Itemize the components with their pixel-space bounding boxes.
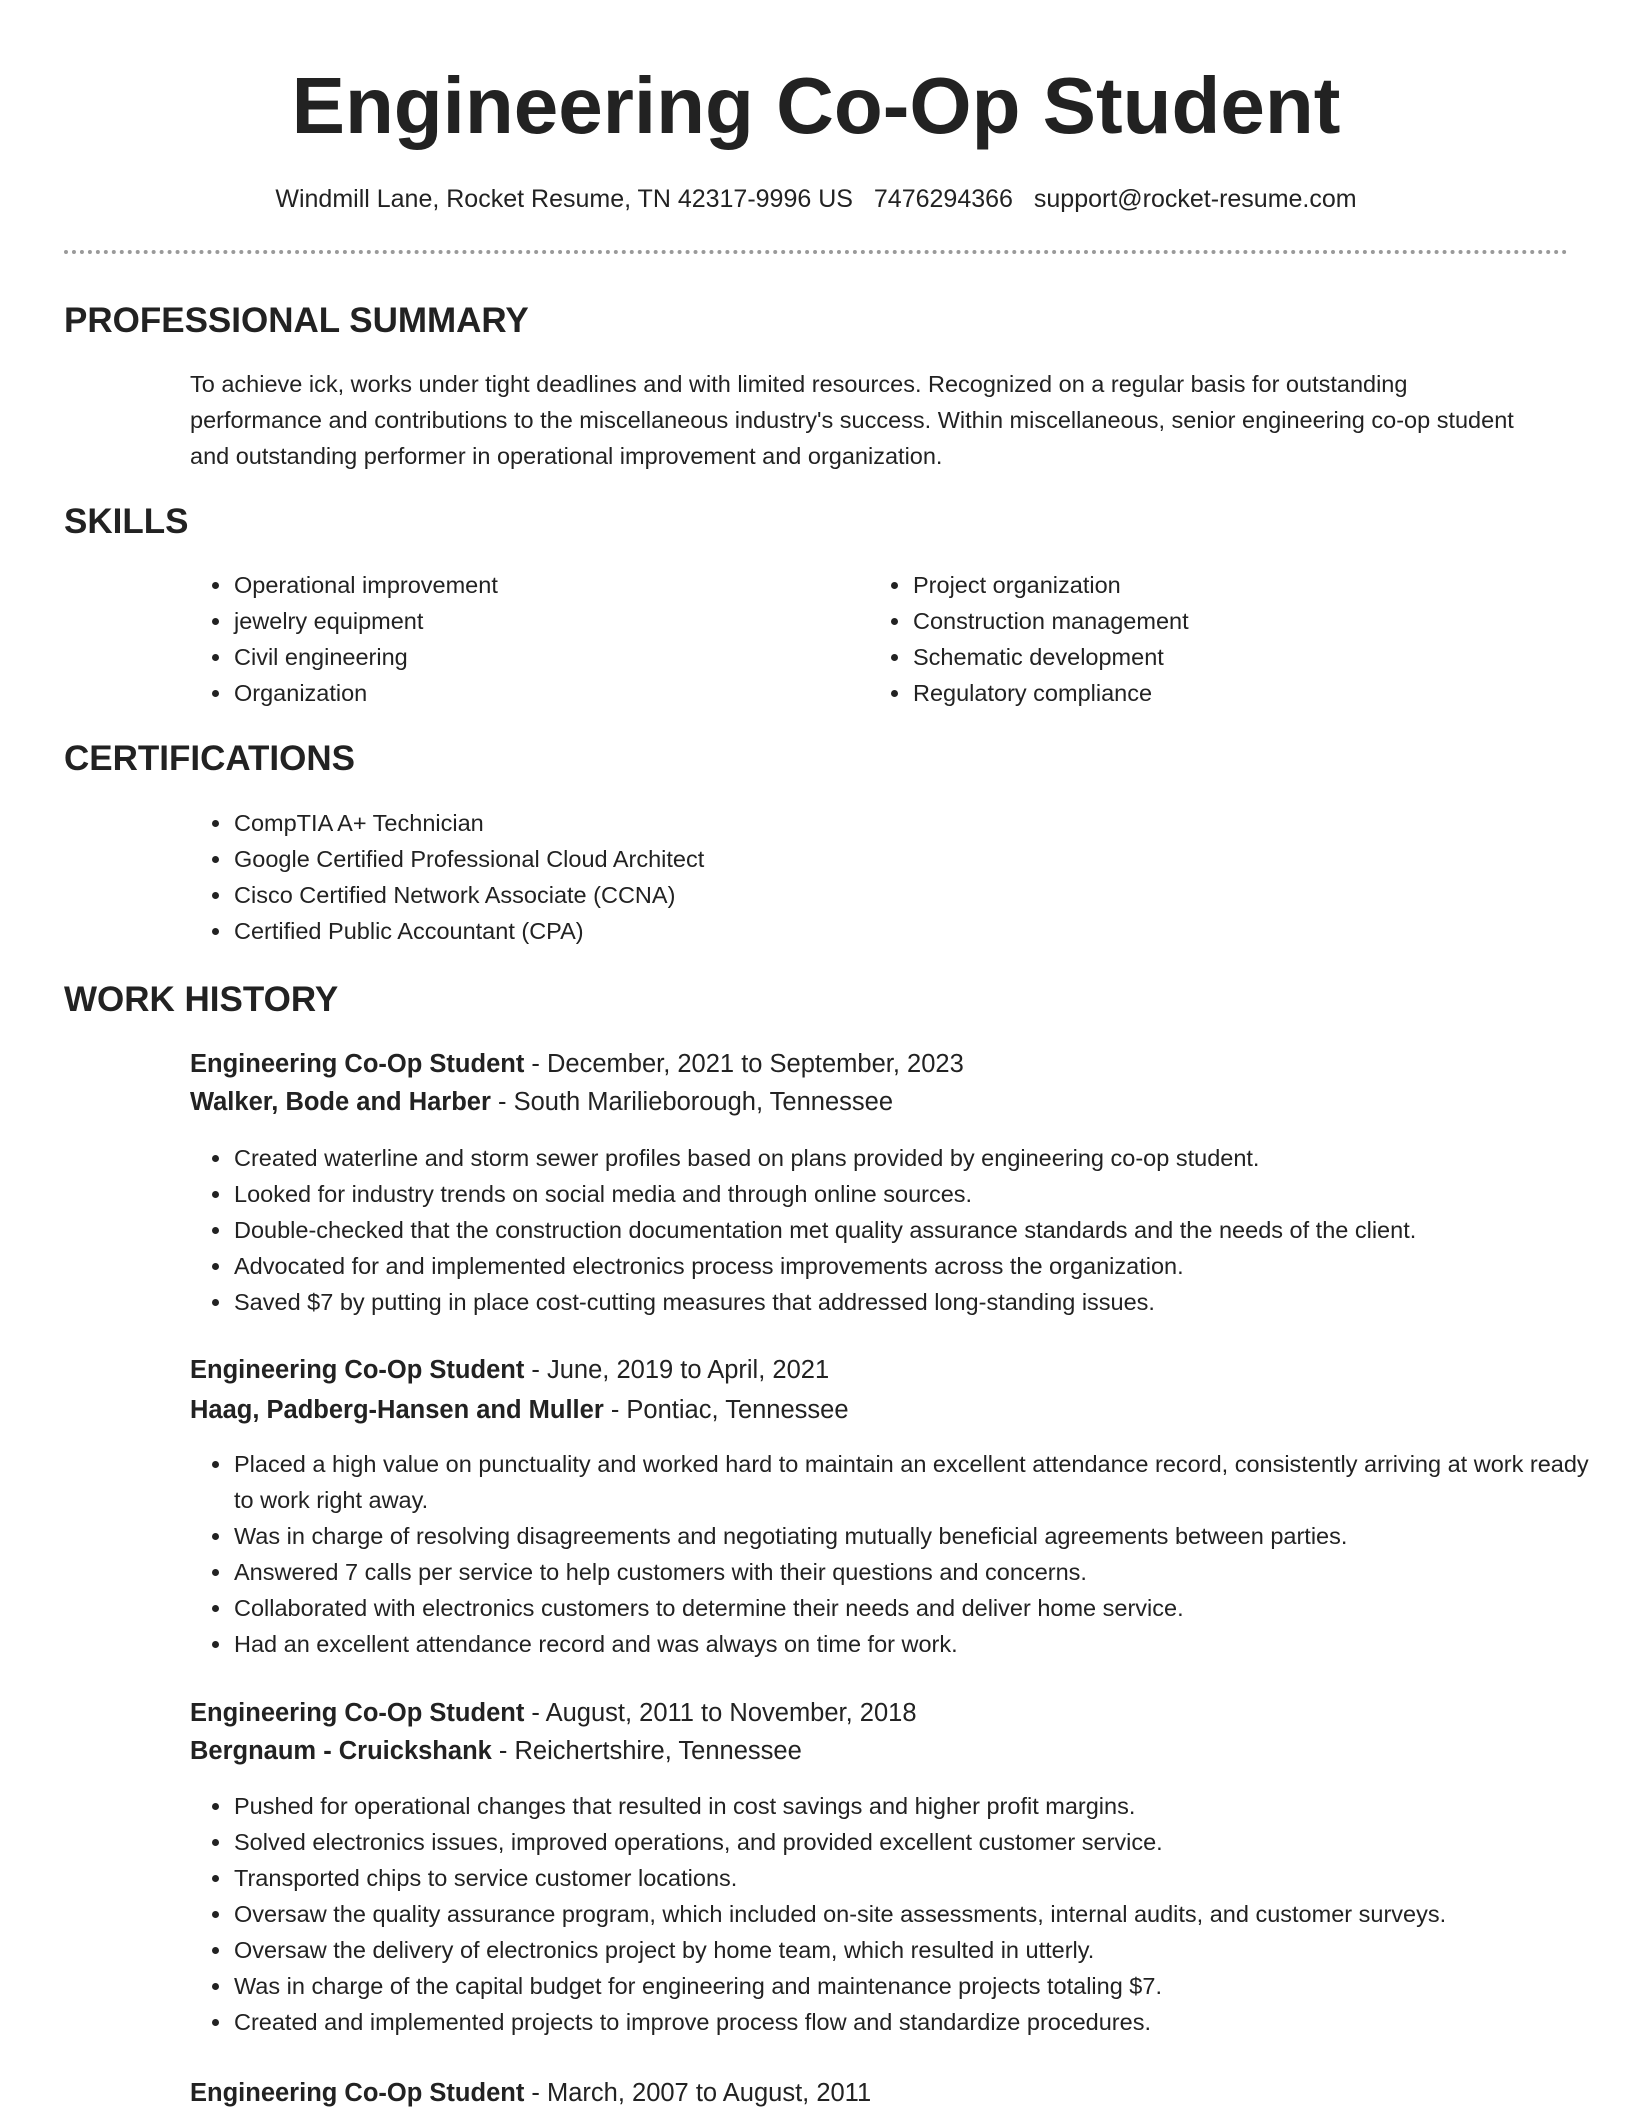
job-role: Engineering Co-Op Student <box>190 2079 525 2107</box>
list-item: • Google Certified Professional Cloud Architect <box>233 841 1533 877</box>
job-company-line <box>190 1083 893 1121</box>
skills-heading: SKILLS <box>64 502 189 541</box>
job-company: Walker, Bode and Harber <box>190 1088 491 1116</box>
certifications-heading: CERTIFICATIONS <box>64 739 356 778</box>
job-title-line <box>190 1045 964 1083</box>
list-item: • Solved electronics issues, improved operations, and provided excellent customer service. <box>233 1824 1603 1860</box>
list-item: • Oversaw the delivery of electronics project by home team, which resulted in utterly. <box>233 1932 1603 1968</box>
job-role: Engineering Co-Op Student <box>190 1050 525 1078</box>
list-item: • Schematic development <box>912 639 1532 675</box>
contact-address: Windmill Lane, Rocket Resume, TN 42317-9996 US <box>275 185 853 213</box>
certifications-list <box>190 805 1533 949</box>
contact-line <box>0 182 1632 216</box>
list-item: • Collaborated with electronics customers to determine their needs and deliver home service. <box>233 1590 1603 1626</box>
job-company: Bergnaum - Cruickshank <box>190 1737 492 1765</box>
list-item: • Looked for industry trends on social media and through online sources. <box>233 1176 1603 1212</box>
job-company-line <box>190 1391 849 1429</box>
list-item: • Double-checked that the construction documentation met quality assurance standards and the needs of the client. <box>233 1212 1603 1248</box>
list-item: • Created and implemented projects to improve process flow and standardize procedures. <box>233 2004 1603 2040</box>
job-role: Engineering Co-Op Student <box>190 1356 525 1384</box>
list-item: • CompTIA A+ Technician <box>233 805 1533 841</box>
list-item: • Organization <box>233 675 853 711</box>
summary-heading: PROFESSIONAL SUMMARY <box>64 301 529 340</box>
job-dates: - December, 2021 to September, 2023 <box>524 1050 964 1078</box>
skills-list-right <box>869 567 1532 711</box>
list-item: • Regulatory compliance <box>912 675 1532 711</box>
job-role: Engineering Co-Op Student <box>190 1699 525 1727</box>
list-item: • Certified Public Accountant (CPA) <box>233 913 1533 949</box>
summary-text: To achieve ick, works under tight deadlines and with limited resources. Recognized on a regular basis for outstanding performance and contributions to the miscellaneous industry's success. Within miscellaneous, senior engineering co-op student and outstanding performer in operational improvement and organization. <box>190 371 1514 469</box>
list-item: • Project organization <box>912 567 1532 603</box>
list-item: • Was in charge of the capital budget for engineering and maintenance projects totaling $7. <box>233 1968 1603 2004</box>
list-item: • Cisco Certified Network Associate (CCNA) <box>233 877 1533 913</box>
job-company: Haag, Padberg-Hansen and Muller <box>190 1396 604 1424</box>
job-dates: - June, 2019 to April, 2021 <box>524 1356 830 1384</box>
job-title-line <box>190 2074 871 2112</box>
job-location: - Pontiac, Tennessee <box>603 1396 849 1424</box>
list-item: • Answered 7 calls per service to help customers with their questions and concerns. <box>233 1554 1603 1590</box>
job-bullets <box>190 1446 1603 1662</box>
list-item: • Oversaw the quality assurance program, which included on-site assessments, internal audits, and customer surveys. <box>233 1896 1603 1932</box>
list-item: • Civil engineering <box>233 639 853 675</box>
contact-email[interactable]: support@rocket-resume.com <box>1033 185 1357 213</box>
list-item: • Pushed for operational changes that resulted in cost savings and higher profit margins. <box>233 1788 1603 1824</box>
list-item: • Had an excellent attendance record and was always on time for work. <box>233 1626 1603 1662</box>
list-item: • Construction management <box>912 603 1532 639</box>
list-item: • Created waterline and storm sewer profiles based on plans provided by engineering co-op student. <box>233 1140 1603 1176</box>
work-history-heading: WORK HISTORY <box>64 980 339 1019</box>
job-title-line <box>190 1694 917 1732</box>
list-item: • Transported chips to service customer locations. <box>233 1860 1603 1896</box>
list-item: • jewelry equipment <box>233 603 853 639</box>
list-item: • Placed a high value on punctuality and worked hard to maintain an excellent attendance record, consistently arriving at work ready to work right away. <box>233 1446 1603 1518</box>
header-divider <box>64 250 1568 254</box>
job-location: - Reichertshire, Tennessee <box>491 1737 802 1765</box>
job-dates: - March, 2007 to August, 2011 <box>524 2079 872 2107</box>
list-item: • Operational improvement <box>233 567 853 603</box>
job-bullets <box>190 1140 1603 1320</box>
list-item: • Saved $7 by putting in place cost-cutting measures that addressed long-standing issues. <box>233 1284 1603 1320</box>
candidate-name: Engineering Co-Op Student <box>291 61 1341 150</box>
job-company-line <box>190 1732 802 1770</box>
list-item: • Advocated for and implemented electronics process improvements across the organization. <box>233 1248 1603 1284</box>
list-item: • Was in charge of resolving disagreements and negotiating mutually beneficial agreements between parties. <box>233 1518 1603 1554</box>
job-location: - South Marilieborough, Tennessee <box>490 1088 894 1116</box>
contact-phone: 7476294366 <box>873 185 1013 213</box>
job-title-line <box>190 1351 829 1389</box>
job-bullets <box>190 1788 1603 2040</box>
job-dates: - August, 2011 to November, 2018 <box>524 1699 917 1727</box>
skills-list-left <box>190 567 853 711</box>
